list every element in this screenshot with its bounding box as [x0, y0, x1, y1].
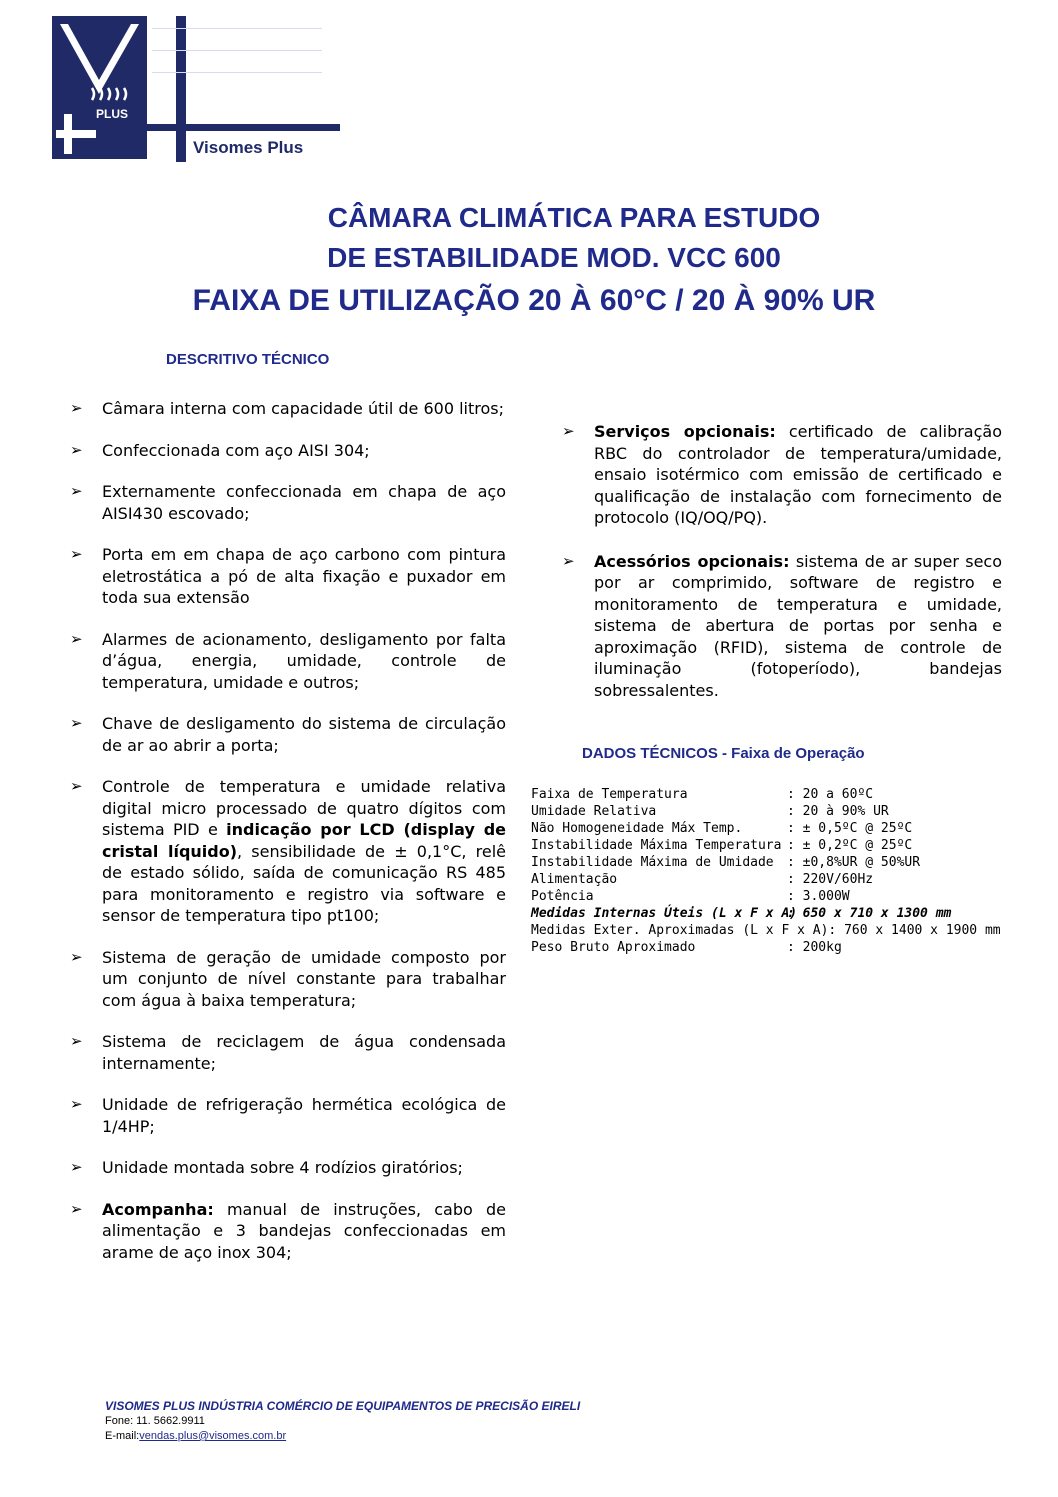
opcional-item — [562, 551, 1002, 702]
list-item-text: Acompanha: manual de instruções, cabo de alimentação e 3 bandejas confeccionadas em arame de aço inox 304; — [102, 1199, 506, 1262]
list-item — [70, 776, 506, 927]
footer-email-label: E-mail: — [105, 1430, 140, 1442]
list-item-text: Unidade montada sobre 4 rodízios giratórios; — [102, 1158, 463, 1177]
title-line-1: CÂMARA CLIMÁTICA PARA ESTUDO — [327, 202, 821, 233]
title-line-3: FAIXA DE UTILIZAÇÃO 20 À 60°C / 20 À 90% UR — [192, 284, 876, 317]
spec-value: : 200kg — [787, 940, 842, 955]
bullet-arrow-icon: ➢ — [70, 545, 83, 563]
descritivo-list — [70, 398, 506, 1283]
bullet-arrow-icon: ➢ — [70, 482, 83, 500]
spec-label: Potência — [531, 889, 594, 904]
bullet-arrow-icon: ➢ — [70, 777, 83, 795]
bullet-arrow-icon: ➢ — [70, 1095, 83, 1113]
spec-value: : 20 à 90% UR — [787, 804, 889, 819]
spec-value: : 650 x 710 x 1300 mm — [787, 906, 952, 921]
list-item-text: Alarmes de acionamento, desligamento por falta d’água, energia, umidade, controle de temperatura, umidade e outros; — [102, 629, 506, 692]
bullet-arrow-icon: ➢ — [70, 947, 83, 966]
footer — [105, 1399, 580, 1444]
list-item — [70, 947, 506, 1012]
opcional-item — [562, 421, 1002, 529]
list-item — [70, 713, 506, 756]
descritivo-heading: DESCRITIVO TÉCNICO — [166, 351, 330, 368]
table-row — [531, 786, 1001, 803]
list-item — [70, 1094, 506, 1137]
table-row — [531, 854, 1001, 871]
dados-heading: DADOS TÉCNICOS - Faixa de Operação — [582, 745, 865, 762]
list-item — [70, 1157, 506, 1179]
spec-value: : 760 x 1400 x 1900 mm — [828, 923, 1001, 938]
list-item — [70, 481, 506, 524]
table-row — [531, 803, 1001, 820]
list-item-text: Controle de temperatura e umidade relativa digital micro processado de quatro dígitos com sistema PID e indicação por LCD (display de cristal líquido), sensibilidade de ± 0,1°C, relê de estado sólido, saída de comunicação RS 485 para monitoramento e registro via software e sensor de temperatura tipo pt100; — [102, 777, 507, 925]
list-item — [70, 1199, 506, 1264]
bullet-arrow-icon: ➢ — [70, 629, 83, 648]
logo-plus-text: PLUS — [96, 107, 129, 121]
list-item — [70, 1031, 506, 1074]
spec-label: Peso Bruto Aproximado — [531, 940, 696, 955]
spec-label: Faixa de Temperatura — [531, 787, 688, 802]
table-row — [531, 871, 1001, 888]
table-row — [531, 837, 1001, 854]
bullet-arrow-icon: ➢ — [70, 1032, 83, 1050]
footer-email-link[interactable]: vendas.plus@visomes.com.br — [139, 1430, 287, 1442]
spec-value: : ± 0,5ºC @ 25ºC — [787, 821, 913, 836]
list-item-text: Chave de desligamento do sistema de circulação de ar ao abrir a porta; — [102, 714, 506, 755]
spec-value: : 220V/60Hz — [787, 872, 874, 887]
spec-value: : 3.000W — [787, 889, 850, 904]
table-row — [531, 905, 1001, 922]
table-row — [531, 939, 1001, 956]
spec-label: Umidade Relativa — [531, 804, 657, 819]
table-row — [531, 820, 1001, 837]
footer-phone: Fone: 11. 5662.9911 — [105, 1415, 205, 1427]
title-line-2: DE ESTABILIDADE MOD. VCC 600 — [327, 242, 781, 273]
footer-company: VISOMES PLUS INDÚSTRIA COMÉRCIO DE EQUIPAMENTOS DE PRECISÃO EIRELI — [105, 1399, 581, 1413]
list-item-text: Sistema de geração de umidade composto por um conjunto de nível constante para trabalhar com água à baixa temperatura; — [102, 947, 506, 1010]
table-row — [531, 888, 1001, 905]
bullet-arrow-icon: ➢ — [562, 422, 575, 440]
list-item-text: Acessórios opcionais: sistema de ar super seco por ar comprimido, software de registro e monitoramento de temperatura e umidade, sistema de abertura de portas por senha e aproximação (RFID), sistema de controle de iluminação (fotoperíodo), bandejas sobressalentes. — [594, 551, 1003, 700]
bullet-arrow-icon: ➢ — [70, 714, 83, 732]
list-item-text: Câmara interna com capacidade útil de 600 litros; — [102, 399, 504, 418]
bullet-arrow-icon: ➢ — [70, 399, 83, 417]
spec-label: Instabilidade Máxima de Umidade — [531, 855, 774, 870]
dados-tecnicos-table — [531, 786, 1001, 956]
footer-email-line — [105, 1429, 580, 1444]
spec-label: Não Homogeneidade Máx Temp. — [531, 821, 743, 836]
spec-value: : ±0,8%UR @ 50%UR — [787, 855, 921, 870]
list-item — [70, 629, 506, 694]
spec-value: : 20 a 60ºC — [787, 787, 874, 802]
brand-name: Visomes Plus — [193, 138, 304, 157]
bullet-arrow-icon: ➢ — [70, 1199, 83, 1218]
spec-value: : ± 0,2ºC @ 25ºC — [787, 838, 913, 853]
opcionais-list — [562, 421, 1002, 723]
bullet-arrow-icon: ➢ — [70, 440, 83, 459]
list-item-text: Confeccionada com aço AISI 304; — [102, 440, 370, 460]
spec-label: Instabilidade Máxima Temperatura — [531, 838, 782, 853]
list-item — [70, 544, 506, 609]
list-item-text: Porta em em chapa de aço carbono com pintura eletrostática a pó de alta fixação e puxador em toda sua extensão — [102, 545, 506, 607]
spec-label: Medidas Exter. Aproximadas (L x F x A) — [531, 923, 829, 938]
bullet-arrow-icon: ➢ — [70, 1158, 83, 1176]
list-item-text: Externamente confeccionada em chapa de aço AISI430 escovado; — [102, 482, 506, 523]
list-item-text: Sistema de reciclagem de água condensada internamente; — [102, 1032, 506, 1073]
bullet-arrow-icon: ➢ — [562, 551, 575, 570]
list-item-text: Unidade de refrigeração hermética ecológica de 1/4HP; — [102, 1095, 506, 1136]
list-item-text: Serviços opcionais: certificado de calibração RBC do controlador de temperatura/umidade, ensaio isotérmico com emissão de certificado e qualificação de instalação com fornecimento de protocolo (IQ/OQ/PQ). — [594, 422, 1002, 527]
spec-label: Medidas Internas Úteis (L x F x A) — [531, 906, 798, 921]
list-item — [70, 440, 506, 462]
list-item — [70, 398, 506, 420]
table-row — [531, 922, 1001, 939]
spec-label: Alimentação — [531, 872, 618, 887]
